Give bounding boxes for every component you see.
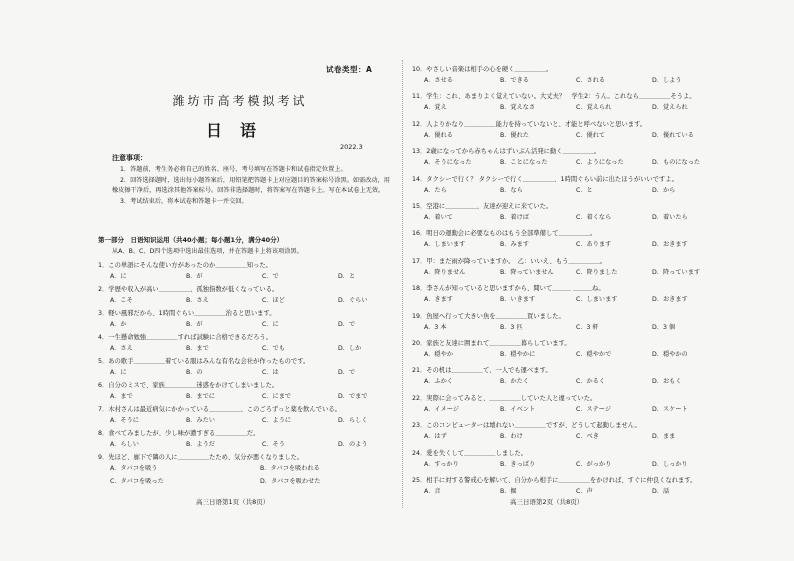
option-choice[interactable]: A．イメージ <box>424 405 459 413</box>
option-choice[interactable]: B．降っていません <box>500 268 554 276</box>
option-choice[interactable]: C．べき <box>576 433 599 441</box>
notes-list <box>112 165 394 207</box>
question-options <box>110 463 410 485</box>
option-choice[interactable]: A．らしい <box>110 441 139 448</box>
option-choice[interactable]: D．着いたら <box>652 214 688 221</box>
option-choice[interactable]: D．から <box>652 186 676 194</box>
option-choice[interactable]: B．ようだ <box>186 441 215 448</box>
option-choice[interactable]: C．しまいます <box>576 296 618 304</box>
option-choice[interactable]: D．まま <box>652 433 676 441</box>
option-choice[interactable]: B．までに <box>186 393 215 400</box>
option-choice[interactable]: C．ほど <box>262 297 285 304</box>
option-choice[interactable]: D．おきます <box>652 241 688 249</box>
question-options <box>110 295 414 304</box>
question-text: 11．学生：これ、あまりよく覚えていない。大丈夫？ 学生2：うん。これなら＿＿＿＿＿そうよ。 <box>412 93 696 101</box>
option-choice[interactable]: D．ものになった <box>652 159 701 167</box>
option-choice[interactable]: B．さえ <box>186 297 209 304</box>
option-choice[interactable]: C．かるく <box>576 378 606 386</box>
option-choice[interactable]: B．きっぱり <box>500 460 536 468</box>
option-choice[interactable]: B．かたく <box>500 378 529 386</box>
footer-right: 高三日语第2页（共8页） <box>510 498 584 506</box>
option-choice[interactable]: A．たら <box>424 186 447 194</box>
part-title: 第一部分 日语知识运用（共40小题；每小题1分，满分40分） <box>98 236 284 244</box>
question-options <box>110 319 414 328</box>
option-choice[interactable]: C．声 <box>576 488 593 495</box>
option-choice[interactable]: D．で <box>338 369 356 376</box>
option-choice[interactable]: A．そうに <box>110 417 139 424</box>
option-choice[interactable]: A．そうになった <box>424 159 472 167</box>
option-choice[interactable]: A．タバコを吸う <box>110 465 158 472</box>
option-choice[interactable]: D．優れている <box>652 131 694 139</box>
page-divider <box>402 60 403 508</box>
option-choice[interactable]: B．3 匹 <box>500 323 523 331</box>
option-choice[interactable]: A．ふかく <box>424 378 453 386</box>
question-options <box>424 239 728 248</box>
question-options <box>424 212 728 221</box>
option-choice[interactable]: C．に <box>262 321 279 328</box>
option-choice[interactable]: D．しっかり <box>652 460 688 468</box>
question-text: 5．あの歌手＿＿＿＿＿着ている服はみんな有名な会社が作ったものです。 <box>98 358 310 365</box>
option-choice[interactable]: B．みたい <box>186 417 215 424</box>
question-options <box>424 102 728 111</box>
paper-type: 试卷类型：A <box>326 65 373 74</box>
question-text: 18．李さんが知っていると思いますから、聞いて＿＿＿ ＿＿＿ね。 <box>412 285 605 293</box>
option-choice[interactable]: B．わけ <box>500 433 523 441</box>
option-choice[interactable]: A．音 <box>424 488 441 495</box>
question-options <box>424 75 728 84</box>
option-choice[interactable]: C．ようになった <box>576 159 624 167</box>
option-choice[interactable]: B．なら <box>500 186 523 194</box>
question-options <box>424 267 728 276</box>
question-options <box>424 349 728 358</box>
question-options <box>110 415 414 424</box>
option-choice[interactable]: B．覚えなさ <box>500 104 536 112</box>
option-choice[interactable]: C．着くなら <box>576 214 612 221</box>
question-text: 3．軽い風邪だから、1時間ぐらい＿＿＿＿＿治ると思います。 <box>98 310 276 317</box>
option-choice[interactable]: A．させる <box>424 77 453 84</box>
option-choice[interactable]: D．しか <box>338 345 362 352</box>
option-choice[interactable]: D．覚えられ <box>652 104 688 112</box>
footer-left: 高三日语第1页（共8页） <box>196 498 270 506</box>
option-choice[interactable]: C．あります <box>576 241 612 249</box>
question-options <box>110 343 414 352</box>
option-choice[interactable]: D．ぐらい <box>338 297 368 304</box>
option-choice[interactable]: D．スケート <box>652 405 688 413</box>
option-choice[interactable]: C．3 軒 <box>576 323 599 331</box>
option-choice[interactable]: B．が <box>186 273 203 280</box>
option-choice[interactable]: C．そう <box>262 441 285 448</box>
option-choice[interactable]: C．タバコを吸った <box>110 478 164 485</box>
option-choice[interactable]: C．にまで <box>262 393 292 400</box>
option-choice[interactable]: A．こそ <box>110 297 133 304</box>
option-choice[interactable]: D．のよう <box>338 441 368 448</box>
question-text: 9．先ほど、廊下で隣の人に＿＿＿＿＿たため、気分が悪くなりました。 <box>98 454 304 461</box>
question-options <box>424 431 728 440</box>
exam-title: 潍坊市高考模拟考试 <box>172 94 308 108</box>
question-text: 23．このコンピューターは壊れない＿＿＿＿＿ですが、どうして起動しません。 <box>412 422 641 430</box>
option-choice[interactable]: B．の <box>186 369 203 376</box>
note-item: 1．答题前，考生务必将自己的姓名、座号、考号填写在答题卡和试卷指定位置上。 <box>120 166 347 173</box>
option-choice[interactable]: A．か <box>110 321 127 328</box>
option-choice[interactable]: A．すっかり <box>424 460 459 468</box>
subject-title: 日语 <box>205 121 274 140</box>
question-options <box>424 459 728 468</box>
question-options <box>424 322 728 331</box>
option-choice[interactable]: C．覚えられ <box>576 104 612 112</box>
option-choice[interactable]: B．イベント <box>500 405 536 413</box>
option-choice[interactable]: C．ように <box>262 417 292 424</box>
option-choice[interactable]: A．きます <box>424 296 453 304</box>
question-text: 6．自分のミスで、家族＿＿＿＿＿迷惑をかけてしまいました。 <box>98 382 279 389</box>
option-choice[interactable]: C．がっかり <box>576 460 612 468</box>
question-text: 10．やさしい音楽は相手の心を硬く＿＿＿＿＿。 <box>412 66 553 73</box>
question-text: 13．2歳になってから赤ちゃんはずいぶん活発に動く＿＿＿＿＿。 <box>412 148 601 156</box>
option-choice[interactable]: D．でまで <box>338 393 368 400</box>
question-options <box>110 271 414 280</box>
notes-heading: 注意事项： <box>112 154 147 162</box>
option-choice[interactable]: C．優れて <box>576 131 606 139</box>
option-choice[interactable]: D．3 個 <box>652 323 676 331</box>
option-choice[interactable]: A．はず <box>424 433 447 441</box>
option-choice[interactable]: B．着けば <box>500 214 529 221</box>
option-choice[interactable]: D．らしく <box>338 417 368 424</box>
option-choice[interactable]: C．ステージ <box>576 405 612 413</box>
question-text: 17．甲：まだ雨が降っていますか。 乙：いいえ、もう＿＿＿＿＿。 <box>412 257 607 265</box>
option-choice[interactable]: C．と <box>576 186 593 194</box>
question-options <box>424 185 728 194</box>
question-text: 20．家族と友達に囲まれて＿＿＿＿＿暮らしています。 <box>412 340 571 347</box>
option-choice[interactable]: B．いきます <box>500 296 536 304</box>
option-choice[interactable]: B．まで <box>186 345 209 352</box>
question-text: 7．木村さんは最近病気にかかっている＿＿＿＿＿、このごろずっと薬を飲んでいる。 <box>98 406 341 413</box>
question-options <box>424 130 728 139</box>
question-text: 4．一生懸命勉強＿＿＿＿＿すれば試験に合格できるだろう。 <box>98 334 273 341</box>
question-text: 25．相手に対する警戒心を解いて、自分から相手に＿＿＿＿＿をかければ、すぐに仲良くなれます。 <box>412 477 697 484</box>
question-options <box>110 391 414 400</box>
option-choice[interactable]: C．でも <box>262 345 285 352</box>
option-choice[interactable]: B．できる <box>500 77 529 84</box>
part-description: 从A、B、C、D四个选项中选出最佳选项，并在答题卡上将该项涂黑。 <box>112 248 303 255</box>
option-choice[interactable]: B．が <box>186 321 203 328</box>
option-choice[interactable]: D．で <box>338 321 356 328</box>
option-choice[interactable]: C．は <box>262 369 279 376</box>
option-choice[interactable]: A．さえ <box>110 345 133 352</box>
option-choice[interactable]: B．掘 <box>500 488 517 495</box>
question-options <box>110 367 414 376</box>
question-options <box>424 157 728 166</box>
question-text: 19．魚屋へ行って大きい魚を＿＿＿＿＿買いました。 <box>412 312 565 320</box>
question-options <box>424 404 728 413</box>
question-text: 21．その机は＿＿＿＿＿て、一人でも運べます。 <box>412 367 552 375</box>
question-text: 2．学歴や収入が高い＿＿＿＿＿、孤独指数が低くなっている。 <box>98 286 279 293</box>
option-choice[interactable]: C．穏やかで <box>576 351 612 358</box>
question-options <box>424 294 728 303</box>
option-choice[interactable]: D．話 <box>652 488 670 495</box>
question-text: 15．空港に＿＿＿＿＿、友達が迎えに来ていた。 <box>412 203 553 210</box>
option-choice[interactable]: B．タバコを吸われる <box>260 465 320 472</box>
option-choice[interactable]: B．優れた <box>500 131 529 139</box>
question-text: 1．この単語にそんな使い方があったのか＿＿＿＿＿知った。 <box>98 262 272 269</box>
option-choice[interactable]: D．タバコを吸わせた <box>260 478 321 485</box>
question-text: 16．明日の運動会に必要なものはもう全部準備して＿＿＿＿＿。 <box>412 230 597 238</box>
option-choice[interactable]: A．着いて <box>424 214 453 221</box>
option-choice[interactable]: B．ことになった <box>500 159 548 167</box>
option-choice[interactable]: A．降りません <box>424 268 466 276</box>
option-choice[interactable]: D．おきます <box>652 296 688 304</box>
option-choice[interactable]: D．降っています <box>652 268 701 276</box>
option-choice[interactable]: A．3 本 <box>424 323 447 331</box>
exam-date: 2022.3 <box>340 143 363 151</box>
question-options <box>424 376 728 385</box>
option-choice[interactable]: A．穏やか <box>424 351 453 358</box>
option-choice[interactable]: B．穏やかに <box>500 351 536 358</box>
question-text: 22．実際に会ってみると、＿＿＿＿＿していた人と違っていた。 <box>412 394 597 402</box>
option-choice[interactable]: A．優れる <box>424 131 453 139</box>
question-options <box>424 486 728 495</box>
option-choice[interactable]: A．覚え <box>424 104 447 112</box>
option-choice[interactable]: A．しまいます <box>424 241 466 249</box>
option-choice[interactable]: D．と <box>338 273 356 280</box>
option-choice[interactable]: C．される <box>576 77 606 84</box>
question-text: 24．愛を失くして＿＿＿＿＿しました。 <box>412 449 528 457</box>
question-options <box>110 439 414 448</box>
option-choice[interactable]: B．みます <box>500 241 529 249</box>
option-choice[interactable]: D．おもく <box>652 378 682 386</box>
note-item: 3．考试结束后，将本试卷和答题卡一并交回。 <box>120 197 248 205</box>
option-choice[interactable]: C．降りました <box>576 268 618 276</box>
question-text: 12．人よりかなり＿＿＿＿＿能力を持っていないと、才能と呼べないと思います。 <box>412 120 647 128</box>
note-item: 2．回答选择题时，选出每小题答案后，用铅笔把答题卡上对应题目的答案标号涂黑。如需改动，用橡皮擦干净后，再选涂其他答案标号。回答非选择题时，将答案写在答题卡上。写在本试卷上无效。 <box>112 176 390 194</box>
option-choice[interactable]: D．穏やかの <box>652 351 688 358</box>
question-text: 8．食べてみましたが、少し味が濃すぎる＿＿＿＿＿だ。 <box>98 430 260 437</box>
option-choice[interactable]: A．に <box>110 369 127 376</box>
option-choice[interactable]: D．しよう <box>652 77 682 84</box>
option-choice[interactable]: A．まで <box>110 393 133 400</box>
question-text: 14．タクシーで行く？ タクシーで行く＿＿＿＿＿、1時間ぐらい前に出たほうがいいですよ。 <box>412 175 678 183</box>
option-choice[interactable]: A．に <box>110 273 127 280</box>
option-choice[interactable]: C．で <box>262 273 279 280</box>
